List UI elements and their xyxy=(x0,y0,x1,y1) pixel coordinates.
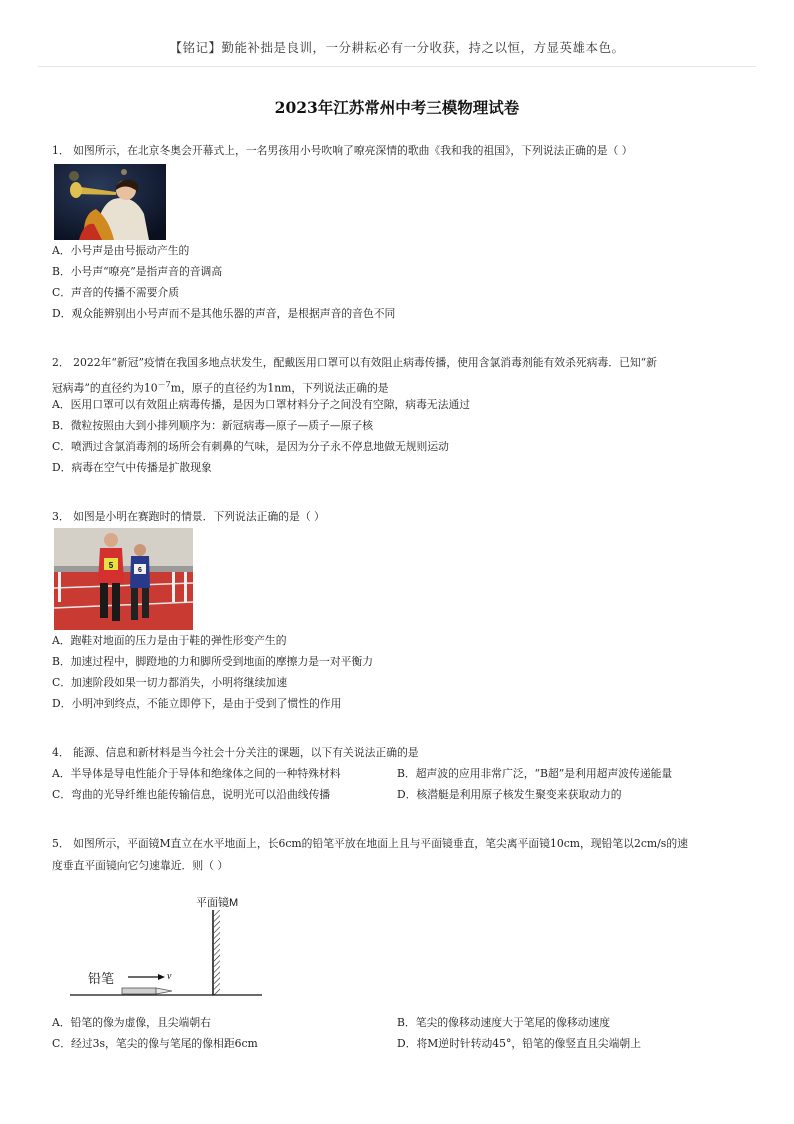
question-5-stem-line-1: 5． 如图所示，平面镜M直立在水平地面上，长6cm的铅笔平放在地面上且与平面镜垂直，笔尖离平面镜10cm，现铅笔以2cm/s的速 xyxy=(52,837,688,850)
question-4-option-b: B．超声波的应用非常广泛，“B超”是利用超声波传递能量 xyxy=(397,767,673,780)
question-1-option-d: D．观众能辨别出小号声而不是其他乐器的声音，是根据声音的音色不同 xyxy=(52,307,396,320)
question-4 xyxy=(52,742,742,764)
question-1-option-a: A．小号声是由号振动产生的 xyxy=(52,244,190,257)
pencil-label: 铅笔 xyxy=(88,971,115,986)
question-4-option-d: D．核潜艇是利用原子核发生聚变来获取动力的 xyxy=(397,788,622,801)
question-2-stem-line-1: 2． 2022年“新冠”疫情在我国多地点状发生，配戴医用口罩可以有效阻止病毒传播，使用含氯消毒剂能有效杀死病毒．已知“新 xyxy=(52,356,657,369)
question-4-option-c: C．弯曲的光导纤维也能传输信息，说明光可以沿曲线传播 xyxy=(52,788,331,801)
question-2-stem-line-2-post: m，原子的直径约为1nm，下列说法正确的是 xyxy=(170,381,389,395)
mirror-label: 平面镜M xyxy=(196,897,239,909)
trumpet-photo xyxy=(54,164,166,240)
question-4-stem: 4． 能源、信息和新材料是当今社会十分关注的课题，以下有关说法正确的是 xyxy=(52,746,419,759)
question-2-option-b: B．微粒按照由大到小排列顺序为：新冠病毒—原子—质子—原子核 xyxy=(52,419,374,432)
question-3-stem: 3． 如图是小明在赛跑时的情景．下列说法正确的是（ ） xyxy=(52,510,325,523)
question-2-option-d: D．病毒在空气中传播是扩散现象 xyxy=(52,461,212,474)
page-title: 2023年江苏常州中考三模物理试卷 xyxy=(274,98,520,117)
mirror-pencil-diagram xyxy=(66,888,270,1004)
question-5 xyxy=(52,833,742,877)
question-2-option-c: C．喷洒过含氯消毒剂的场所会有刺鼻的气味，是因为分子永不停息地做无规则运动 xyxy=(52,440,449,453)
question-5-option-c: C．经过3s，笔尖的像与笔尾的像相距6cm xyxy=(52,1037,258,1050)
question-2 xyxy=(52,352,742,400)
question-2-stem-line-2-pre: 冠病毒”的直径约为10 xyxy=(52,381,158,395)
question-1-option-c: C．声音的传播不需要介质 xyxy=(52,286,180,299)
velocity-label: v xyxy=(167,971,172,982)
question-1-stem: 1． 如图所示，在北京冬奥会开幕式上，一名男孩用小号吹响了嘹亮深情的歌曲《我和我的祖国》，下列说法正确的是（ ） xyxy=(52,144,633,157)
question-3-option-a: A．跑鞋对地面的压力是由于鞋的弹性形变产生的 xyxy=(52,634,287,647)
question-5-stem-line-2: 度垂直平面镜向它匀速靠近．则（ ） xyxy=(52,859,229,872)
motto: 【铭记】勤能补拙是良训，一分耕耘必有一分收获，持之以恒，方显英雄本色。 xyxy=(169,40,625,55)
header-divider xyxy=(38,66,756,67)
exponent: －7 xyxy=(157,380,171,389)
question-5-option-a: A．铅笔的像为虚像，且尖端朝右 xyxy=(52,1016,211,1029)
question-3-option-b: B．加速过程中，脚蹬地的力和脚所受到地面的摩擦力是一对平衡力 xyxy=(52,655,374,668)
runner-2-bib: 6 xyxy=(138,567,142,574)
question-4-option-a: A．半导体是导电性能介于导体和绝缘体之间的一种特殊材料 xyxy=(52,767,341,780)
runner-1-bib: 5 xyxy=(108,561,114,570)
question-1-option-b: B．小号声“嘹亮”是指声音的音调高 xyxy=(52,265,223,278)
question-3-option-c: C．加速阶段如果一切力都消失，小明将继续加速 xyxy=(52,676,287,689)
question-3 xyxy=(52,506,742,528)
question-3-option-d: D．小明冲到终点，不能立即停下，是由于受到了惯性的作用 xyxy=(52,697,342,710)
question-1 xyxy=(52,140,742,162)
question-2-stem-line-2 xyxy=(52,374,742,400)
running-photo xyxy=(54,528,193,630)
question-2-option-a: A．医用口罩可以有效阻止病毒传播，是因为口罩材料分子之间没有空隙，病毒无法通过 xyxy=(52,398,471,411)
question-5-option-b: B．笔尖的像移动速度大于笔尾的像移动速度 xyxy=(397,1016,611,1029)
question-5-option-d: D．将M逆时针转动45°，铅笔的像竖直且尖端朝上 xyxy=(397,1037,641,1050)
